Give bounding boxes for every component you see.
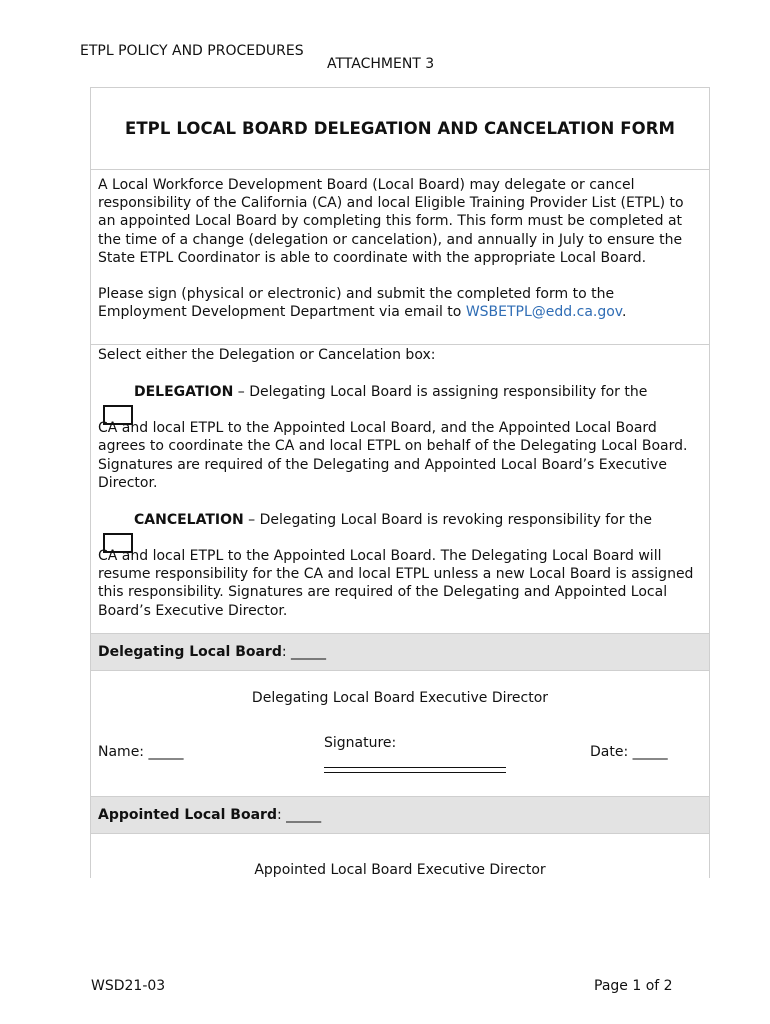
appointed-board-value: : _____	[276, 807, 322, 823]
footer-document-id: WSD21-03	[91, 978, 166, 994]
delegating-director-title: Delegating Local Board Executive Director	[251, 690, 549, 706]
delegation-first-line: – Delegating Local Board is assigning responsibility for the	[233, 384, 648, 401]
cancelation-label: CANCELATION	[134, 512, 244, 529]
appointed-director-title: Appointed Local Board Executive Director	[254, 862, 546, 878]
delegation-description: CA and local ETPL to the Appointed Local Board, and the Appointed Local Board agrees to coordinate the CA and local ETPL on behalf of the Delegating Local Board. Signatures are required of the Delegating and Appointed Local Board’s Executive Director.	[98, 420, 688, 491]
delegating-board-value: : _____	[281, 644, 327, 660]
cancelation-checkbox[interactable]	[103, 533, 133, 553]
delegation-checkbox[interactable]	[103, 405, 133, 425]
delegation-heading	[98, 383, 702, 401]
delegation-label: DELEGATION	[134, 384, 234, 401]
selection-section	[91, 346, 709, 634]
delegating-name-field[interactable]: Name: _____	[98, 744, 184, 760]
intro-p2-text: Please sign (physical or electronic) and submit the completed form to the Employment Development Department via email to	[98, 286, 615, 321]
delegation-option	[98, 383, 702, 492]
appointed-board-band[interactable]	[91, 797, 709, 834]
header-attachment: ATTACHMENT 3	[327, 56, 435, 72]
footer-page-number: Page 1 of 2	[594, 978, 673, 994]
cancelation-first-line: – Delegating Local Board is revoking responsibility for the	[243, 512, 652, 529]
form-title-row	[91, 88, 709, 170]
delegating-board-band[interactable]	[91, 634, 709, 671]
email-link[interactable]: WSBETPL@edd.ca.gov	[465, 304, 622, 321]
appointed-board-label: Appointed Local Board	[98, 807, 277, 823]
delegating-date-field[interactable]: Date: _____	[590, 744, 668, 760]
delegating-board-label: Delegating Local Board	[98, 644, 282, 660]
delegating-signature-label: Signature:	[324, 735, 397, 751]
form-title: ETPL LOCAL BOARD DELEGATION AND CANCELATION FORM	[124, 119, 676, 138]
intro-paragraph-1: A Local Workforce Development Board (Local Board) may delegate or cancel responsibility of the California (CA) and local Eligible Training Provider List (ETPL) to an appointed Local Board by completing this form. This form must be completed at the time of a change (delegation or cancelation), and annually in July to ensure the State ETPL Coordinator is able to coordinate with the appropriate Local Board.	[98, 177, 684, 266]
intro-section	[91, 170, 709, 345]
delegation-form	[90, 87, 710, 878]
appointed-signature-section	[91, 834, 709, 878]
intro-p2-end: .	[622, 304, 627, 321]
delegating-signature-section	[91, 671, 709, 797]
cancelation-heading	[98, 511, 702, 529]
header-policy-title: ETPL POLICY AND PROCEDURES	[80, 43, 304, 59]
select-instruction: Select either the Delegation or Cancelation box:	[98, 347, 436, 363]
delegating-signature-line[interactable]	[324, 767, 506, 773]
intro-paragraph-2	[98, 285, 702, 321]
cancelation-description: CA and local ETPL to the Appointed Local Board. The Delegating Local Board will resume responsibility for the CA and local ETPL unless a new Local Board is assigned this responsibility. Signatures are required of the Delegating and Appointed Local Board’s Executive Director.	[98, 548, 694, 619]
cancelation-option	[98, 511, 702, 620]
